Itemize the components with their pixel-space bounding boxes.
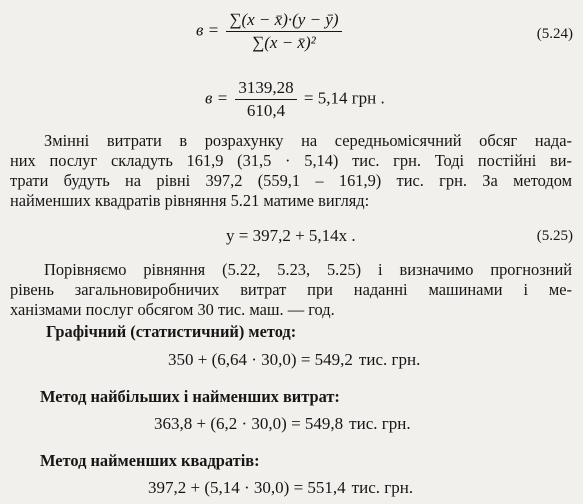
method-graphical-result: [168, 350, 420, 370]
equation-lhs: в =: [205, 88, 229, 108]
text-line: рівень загальновиробничих витрат при наданні машинами і ме-: [10, 280, 572, 299]
text-line: найменших квадратів рівняння 5.21 матиме вигляд:: [10, 191, 370, 210]
text-line: трати будуть на рівні 397,2 (559,1 – 161,9) тис. грн. За методом: [10, 171, 572, 190]
equation-5-25: [0, 226, 583, 250]
text-line: Порівняємо рівняння (5.22, 5.23, 5.25) і визначимо прогнозний: [44, 260, 572, 279]
equation-5-24: [0, 8, 583, 64]
method-least-squares-heading: Метод найменших квадратів:: [40, 451, 260, 470]
fraction-numerator: 3139,28: [235, 78, 296, 100]
text-line: них послуг складуть 161,9 (31,5 · 5,14) тис. грн. Тоді постійні ви-: [10, 151, 572, 170]
equation-lhs: в =: [196, 20, 220, 40]
text-line: Змінні витрати в розрахунку на середньомісячний обсяг нада-: [44, 131, 572, 150]
equation-text: y = 397,2 + 5,14x .: [226, 226, 356, 245]
equation-result: = 5,14 грн .: [303, 88, 385, 108]
result-formula: 397,2 + (5,14 · 30,0) = 551,4: [148, 478, 346, 497]
method-graphical-heading: Графічний (статистичний) метод:: [46, 322, 297, 341]
method-least-squares-result: [148, 478, 413, 498]
result-formula: 363,8 + (6,2 · 30,0) = 549,8: [154, 414, 344, 433]
fraction-denominator: 610,4: [246, 101, 286, 120]
text-line: ханізмами послуг обсягом 30 тис. маш. — год.: [10, 300, 335, 319]
result-unit: тис. грн.: [351, 478, 414, 497]
method-high-low-heading: Метод найбільших і найменших витрат:: [40, 387, 340, 406]
fraction: [235, 78, 296, 121]
equation-number: (5.24): [536, 26, 573, 42]
paragraph-variable-costs: [10, 131, 572, 211]
result-formula: 350 + (6,64 · 30,0) = 549,2: [168, 350, 353, 369]
equation-number: (5.25): [536, 228, 573, 244]
result-unit: тис. грн.: [349, 414, 411, 433]
calculation-b: [0, 76, 583, 126]
result-unit: тис. грн.: [358, 350, 421, 369]
method-high-low-result: [154, 414, 411, 434]
fraction-numerator: ∑(x − x̄)·(y − ȳ): [226, 10, 341, 32]
paragraph-comparison: [10, 260, 572, 320]
fraction-denominator: ∑(x − x̄)²: [252, 33, 316, 52]
fraction: [226, 10, 341, 53]
